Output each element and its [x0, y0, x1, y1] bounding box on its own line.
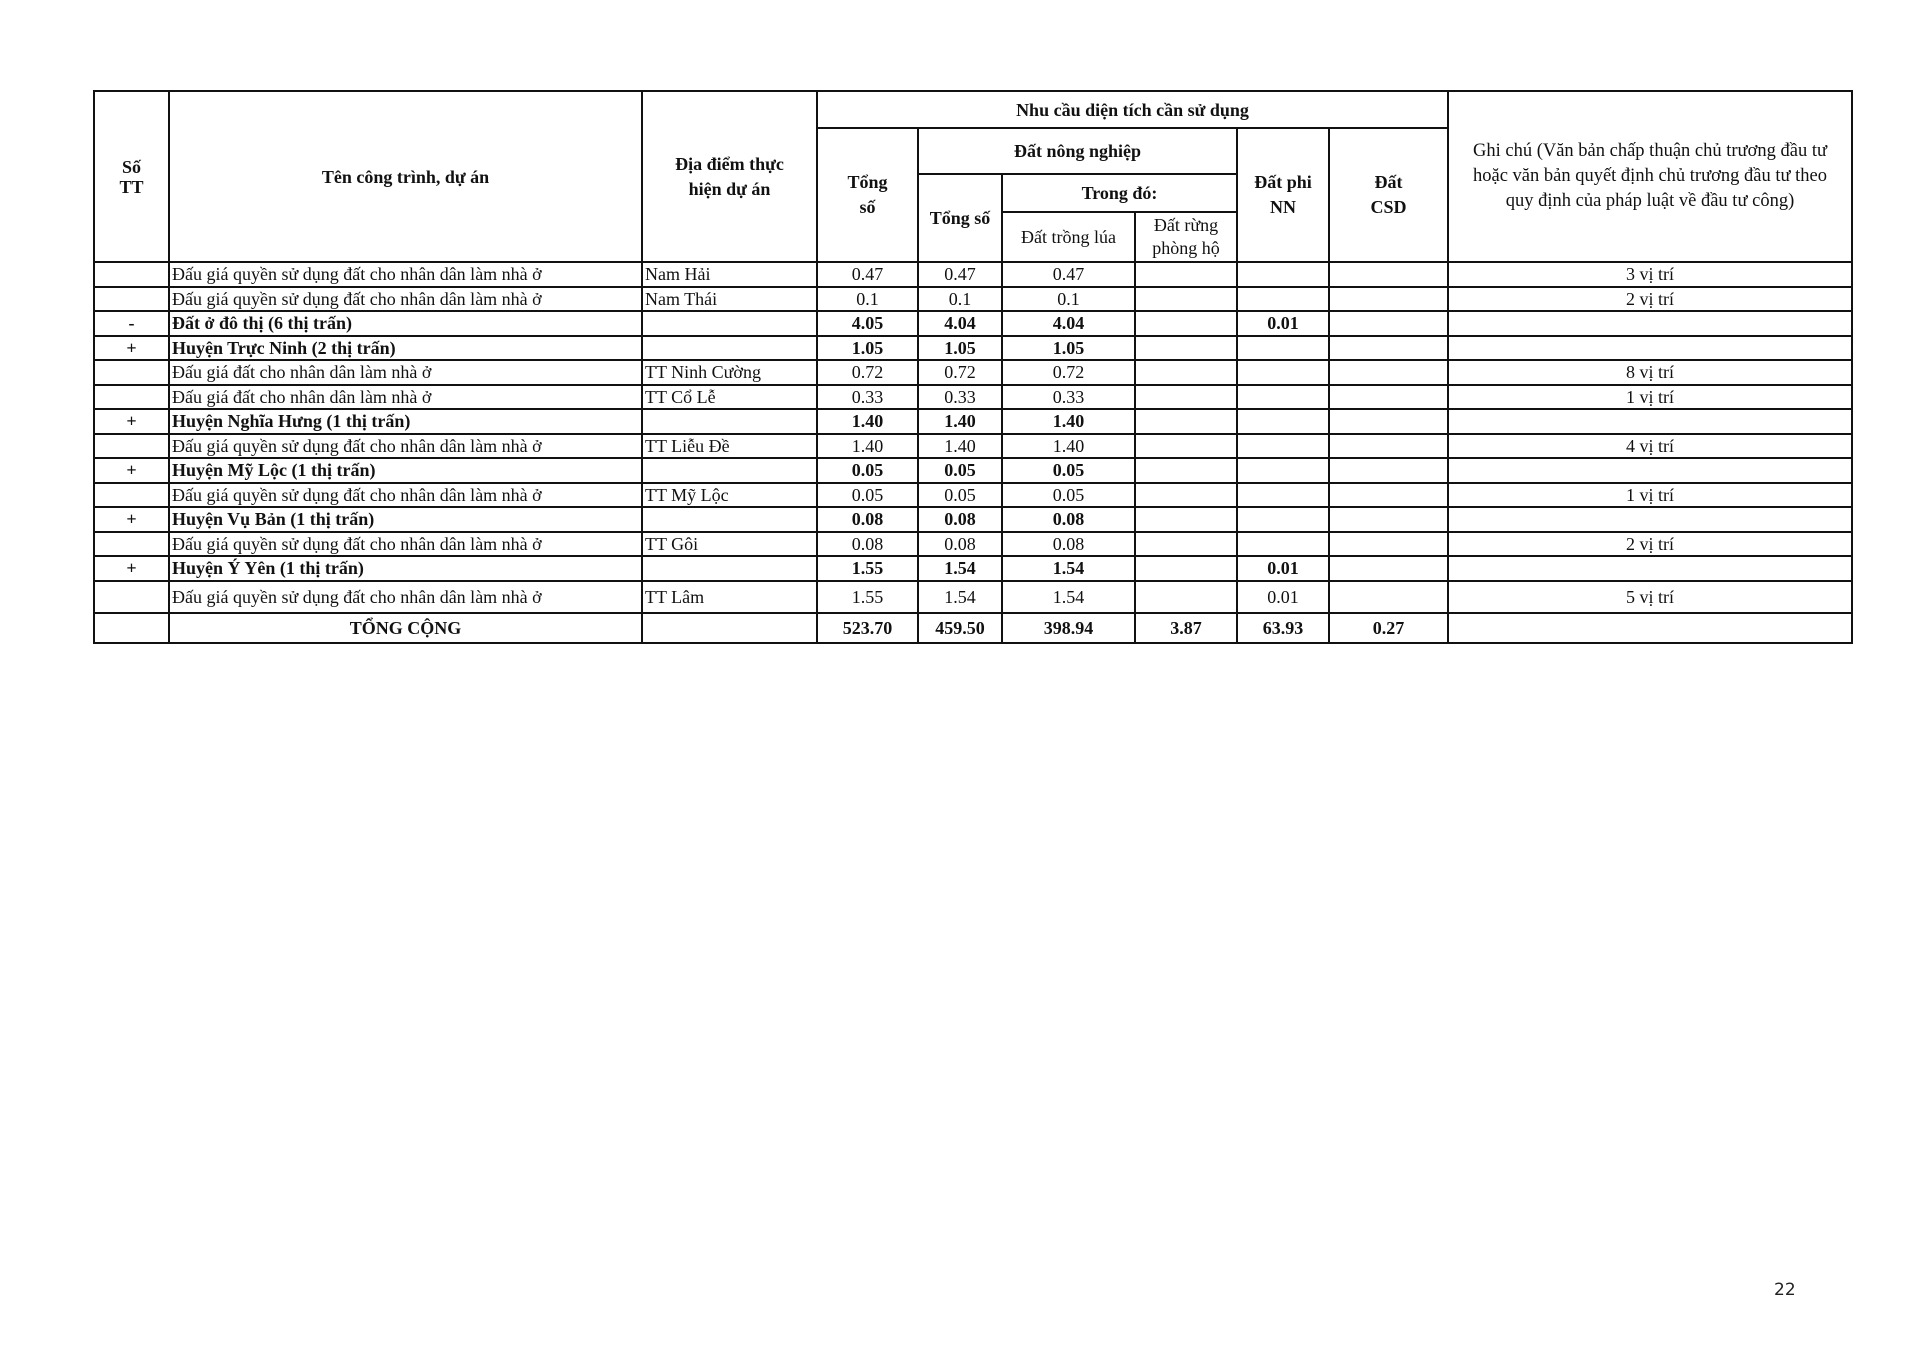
header-note: Ghi chú (Văn bản chấp thuận chủ trương đầu tư hoặc văn bản quyết định chủ trương đầu tư theo quy định của pháp luật về đầu tư công)	[1448, 91, 1852, 262]
cell-unused	[1329, 483, 1448, 508]
cell-total: 0.05	[817, 483, 918, 508]
cell-note: 2 vị trí	[1448, 287, 1852, 312]
cell-agri-total: 0.47	[918, 262, 1002, 287]
table-row-district	[94, 458, 1852, 483]
cell-stt	[94, 483, 169, 508]
cell-forest	[1135, 532, 1237, 557]
cell-total: 0.08	[817, 507, 918, 532]
cell-forest	[1135, 336, 1237, 361]
header-location: Địa điểm thực hiện dự án	[642, 91, 817, 262]
cell-rice: 0.1	[1002, 287, 1135, 312]
cell-rice: 0.05	[1002, 458, 1135, 483]
cell-unused	[1329, 287, 1448, 312]
header-rice-land: Đất trồng lúa	[1002, 212, 1135, 262]
header-project-name: Tên công trình, dự án	[169, 91, 642, 262]
cell-total: 0.72	[817, 360, 918, 385]
header-of-which: Trong đó:	[1002, 174, 1237, 212]
table-row	[94, 385, 1852, 410]
cell-non-agri	[1237, 483, 1329, 508]
cell-location: TT Cổ Lễ	[642, 385, 817, 410]
header-stt: Số TT	[94, 91, 169, 262]
cell-note	[1448, 507, 1852, 532]
cell-non-agri: 0.01	[1237, 311, 1329, 336]
cell-unused	[1329, 458, 1448, 483]
cell-project-name: Đấu giá quyền sử dụng đất cho nhân dân làm nhà ở	[169, 581, 642, 613]
table-row	[94, 287, 1852, 312]
total-label: TỔNG CỘNG	[169, 613, 642, 643]
table-row-district	[94, 336, 1852, 361]
cell-agri-total: 0.72	[918, 360, 1002, 385]
cell-note	[1448, 458, 1852, 483]
cell-project-name: Đấu giá quyền sử dụng đất cho nhân dân làm nhà ở	[169, 532, 642, 557]
cell-forest	[1135, 311, 1237, 336]
cell-forest	[1135, 581, 1237, 613]
cell-rice: 0.08	[1002, 532, 1135, 557]
cell-forest	[1135, 409, 1237, 434]
cell-unused	[1329, 262, 1448, 287]
table-row-group-header	[94, 311, 1852, 336]
cell-forest	[1135, 360, 1237, 385]
cell-non-agri	[1237, 409, 1329, 434]
cell-total: 4.05	[817, 311, 918, 336]
cell-stt: +	[94, 336, 169, 361]
cell-project-name: Huyện Ý Yên (1 thị trấn)	[169, 556, 642, 581]
cell-rice: 1.54	[1002, 581, 1135, 613]
cell-location	[642, 336, 817, 361]
cell-non-agri: 0.01	[1237, 581, 1329, 613]
table-body	[94, 262, 1852, 643]
cell-unused	[1329, 532, 1448, 557]
table-row	[94, 360, 1852, 385]
cell-agri-total: 1.05	[918, 336, 1002, 361]
cell-stt: -	[94, 311, 169, 336]
cell-rice: 0.47	[1002, 262, 1135, 287]
cell-project-name: Đất ở đô thị (6 thị trấn)	[169, 311, 642, 336]
cell-note	[1448, 556, 1852, 581]
cell-stt	[94, 613, 169, 643]
cell-agri-total: 4.04	[918, 311, 1002, 336]
cell-agri-total: 0.05	[918, 483, 1002, 508]
cell-non-agri	[1237, 458, 1329, 483]
cell-note: 5 vị trí	[1448, 581, 1852, 613]
cell-total: 0.47	[817, 262, 918, 287]
table-row	[94, 262, 1852, 287]
cell-stt: +	[94, 556, 169, 581]
cell-location: TT Liễu Đề	[642, 434, 817, 459]
header-agri-total: Tổng số	[918, 174, 1002, 262]
cell-rice: 0.33	[1002, 385, 1135, 410]
cell-total: 0.05	[817, 458, 918, 483]
cell-unused	[1329, 581, 1448, 613]
cell-note: 8 vị trí	[1448, 360, 1852, 385]
total-rice: 398.94	[1002, 613, 1135, 643]
cell-project-name: Đấu giá quyền sử dụng đất cho nhân dân làm nhà ở	[169, 434, 642, 459]
cell-stt	[94, 287, 169, 312]
cell-location: Nam Thái	[642, 287, 817, 312]
cell-rice: 1.05	[1002, 336, 1135, 361]
cell-forest	[1135, 287, 1237, 312]
cell-project-name: Huyện Nghĩa Hưng (1 thị trấn)	[169, 409, 642, 434]
cell-agri-total: 0.08	[918, 507, 1002, 532]
cell-stt: +	[94, 458, 169, 483]
cell-agri-total: 0.1	[918, 287, 1002, 312]
cell-agri-total: 0.08	[918, 532, 1002, 557]
cell-non-agri	[1237, 262, 1329, 287]
table-total-row	[94, 613, 1852, 643]
cell-non-agri	[1237, 287, 1329, 312]
cell-project-name: Đấu giá quyền sử dụng đất cho nhân dân làm nhà ở	[169, 287, 642, 312]
total-unused: 0.27	[1329, 613, 1448, 643]
header-protection-forest: Đất rừng phòng hộ	[1135, 212, 1237, 262]
cell-rice: 1.40	[1002, 434, 1135, 459]
header-non-agricultural: Đất phi NN	[1237, 128, 1329, 262]
cell-stt	[94, 434, 169, 459]
cell-non-agri	[1237, 532, 1329, 557]
cell-unused	[1329, 409, 1448, 434]
header-area-demand: Nhu cầu diện tích cần sử dụng	[817, 91, 1448, 128]
cell-rice: 4.04	[1002, 311, 1135, 336]
cell-project-name: Đấu giá đất cho nhân dân làm nhà ở	[169, 360, 642, 385]
cell-note: 3 vị trí	[1448, 262, 1852, 287]
cell-forest	[1135, 483, 1237, 508]
table-row-district	[94, 409, 1852, 434]
cell-forest	[1135, 434, 1237, 459]
table-row	[94, 532, 1852, 557]
cell-rice: 0.05	[1002, 483, 1135, 508]
cell-note: 2 vị trí	[1448, 532, 1852, 557]
cell-forest	[1135, 556, 1237, 581]
cell-forest	[1135, 262, 1237, 287]
cell-agri-total: 1.54	[918, 581, 1002, 613]
cell-non-agri	[1237, 507, 1329, 532]
cell-location: Nam Hải	[642, 262, 817, 287]
cell-project-name: Huyện Vụ Bản (1 thị trấn)	[169, 507, 642, 532]
cell-agri-total: 0.33	[918, 385, 1002, 410]
table-row-district	[94, 556, 1852, 581]
cell-unused	[1329, 336, 1448, 361]
cell-rice: 1.40	[1002, 409, 1135, 434]
cell-location	[642, 507, 817, 532]
cell-stt: +	[94, 507, 169, 532]
cell-stt	[94, 532, 169, 557]
cell-stt	[94, 581, 169, 613]
page-number: 22	[1774, 1280, 1796, 1300]
cell-project-name: Huyện Trực Ninh (2 thị trấn)	[169, 336, 642, 361]
cell-unused	[1329, 360, 1448, 385]
cell-unused	[1329, 311, 1448, 336]
cell-note	[1448, 409, 1852, 434]
cell-unused	[1329, 385, 1448, 410]
cell-stt	[94, 360, 169, 385]
cell-forest	[1135, 385, 1237, 410]
cell-total: 0.1	[817, 287, 918, 312]
cell-unused	[1329, 434, 1448, 459]
cell-unused	[1329, 556, 1448, 581]
cell-location	[642, 458, 817, 483]
cell-non-agri	[1237, 434, 1329, 459]
cell-total: 1.55	[817, 581, 918, 613]
cell-location: TT Lâm	[642, 581, 817, 613]
cell-stt: +	[94, 409, 169, 434]
table-row	[94, 483, 1852, 508]
cell-rice: 0.08	[1002, 507, 1135, 532]
cell-total: 1.55	[817, 556, 918, 581]
cell-unused	[1329, 507, 1448, 532]
total-non-agri: 63.93	[1237, 613, 1329, 643]
cell-location	[642, 311, 817, 336]
cell-project-name: Đấu giá quyền sử dụng đất cho nhân dân làm nhà ở	[169, 262, 642, 287]
cell-note: 1 vị trí	[1448, 483, 1852, 508]
cell-project-name: Đấu giá quyền sử dụng đất cho nhân dân làm nhà ở	[169, 483, 642, 508]
cell-forest	[1135, 507, 1237, 532]
cell-agri-total: 1.40	[918, 434, 1002, 459]
cell-non-agri	[1237, 360, 1329, 385]
land-use-table	[93, 90, 1853, 644]
cell-note	[1448, 311, 1852, 336]
table-header	[94, 91, 1852, 262]
cell-agri-total: 1.54	[918, 556, 1002, 581]
cell-project-name: Huyện Mỹ Lộc (1 thị trấn)	[169, 458, 642, 483]
cell-rice: 1.54	[1002, 556, 1135, 581]
total-area: 523.70	[817, 613, 918, 643]
cell-location	[642, 556, 817, 581]
cell-location: TT Mỹ Lộc	[642, 483, 817, 508]
cell-note: 4 vị trí	[1448, 434, 1852, 459]
cell-agri-total: 0.05	[918, 458, 1002, 483]
cell-total: 1.40	[817, 434, 918, 459]
cell-note	[1448, 336, 1852, 361]
header-agricultural-land: Đất nông nghiệp	[918, 128, 1237, 174]
cell-rice: 0.72	[1002, 360, 1135, 385]
cell-project-name: Đấu giá đất cho nhân dân làm nhà ở	[169, 385, 642, 410]
cell-stt	[94, 385, 169, 410]
header-unused-land: Đất CSD	[1329, 128, 1448, 262]
cell-total: 0.33	[817, 385, 918, 410]
cell-note: 1 vị trí	[1448, 385, 1852, 410]
table-row	[94, 581, 1852, 613]
cell-location: TT Gôi	[642, 532, 817, 557]
table-row-district	[94, 507, 1852, 532]
cell-forest	[1135, 458, 1237, 483]
cell-non-agri: 0.01	[1237, 556, 1329, 581]
cell-agri-total: 1.40	[918, 409, 1002, 434]
cell-location: TT Ninh Cường	[642, 360, 817, 385]
cell-location	[642, 613, 817, 643]
cell-non-agri	[1237, 385, 1329, 410]
cell-note	[1448, 613, 1852, 643]
total-agri: 459.50	[918, 613, 1002, 643]
cell-total: 0.08	[817, 532, 918, 557]
cell-non-agri	[1237, 336, 1329, 361]
cell-total: 1.05	[817, 336, 918, 361]
total-forest: 3.87	[1135, 613, 1237, 643]
cell-total: 1.40	[817, 409, 918, 434]
cell-location	[642, 409, 817, 434]
header-total: Tổng số	[817, 128, 918, 262]
table-row	[94, 434, 1852, 459]
cell-stt	[94, 262, 169, 287]
